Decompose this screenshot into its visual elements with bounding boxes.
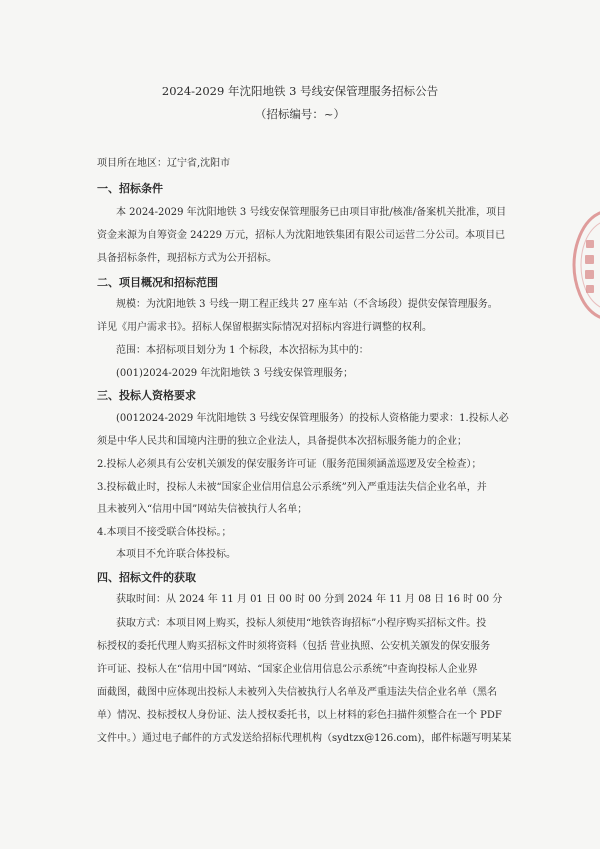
paragraph-line: 资金来源为自筹资金 24229 万元，招标人为沈阳地铁集团有限公司运营二分公司。本项目已 (97, 230, 506, 241)
paragraph-line: 3.投标截止时，投标人未被“国家企业信用信息公示系统”列入严重违法失信企业名单，并 (97, 482, 487, 493)
paragraph-line: 文件中。）通过电子邮件的方式发送给招标代理机构（sydtzx@126.com)，邮件标题写明某某 (97, 733, 512, 744)
project-location: 项目所在地区：辽宁省,沈阳市 (97, 158, 231, 169)
document-title: 2024-2029 年沈阳地铁 3 号线安保管理服务招标公告 (161, 84, 439, 98)
paragraph-line: 获取时间：从 2024 年 11 月 01 日 00 时 00 分到 2024 年 11 月 08 日 16 时 00 分 (116, 594, 503, 605)
paragraph-line: 范围：本招标项目划分为 1 个标段，本次招标为其中的： (116, 345, 369, 356)
paragraph-line: 详见《用户需求书》。招标人保留根据实际情况对招标内容进行调整的权利。 (97, 322, 432, 333)
paragraph-line: 且未被列入“信用中国”网站失信被执行人名单； (97, 504, 308, 515)
paragraph-line: 面截图，截图中应体现出投标人未被列入失信被执行人名单及严重违法失信企业名单（黑名 (97, 687, 497, 698)
red-seal-stamp (572, 210, 600, 320)
paragraph-line: 标授权的委托代理人购买招标文件时须将资料（包括 营业执照、公安机关颁发的保安服务 (97, 641, 491, 652)
bid-number: （招标编号：~） (254, 107, 346, 121)
section-heading: 二、项目概况和招标范围 (97, 276, 218, 289)
section-heading: 三、投标人资格要求 (97, 389, 196, 402)
paragraph-line: 单）情况、投标授权人身份证、法人授权委托书，以上材料的彩色扫描件须整合在一个 PDF (97, 710, 502, 721)
paragraph-line: 规模：为沈阳地铁 3 号线一期工程正线共 27 座车站（不含场段）提供安保管理服务。 (116, 299, 498, 310)
paragraph-line: 许可证、投标人在“信用中国”网站、“国家企业信用信息公示系统”中查询投标人企业界 (97, 664, 478, 675)
paragraph-line: 获取方式：本项目网上购买，投标人须使用“地铁咨询招标”小程序购买招标文件。投 (116, 618, 487, 629)
paragraph-line: 具备招标条件，现招标方式为公开招标。 (97, 253, 277, 264)
section-heading: 一、招标条件 (97, 182, 163, 195)
section-heading: 四、招标文件的获取 (97, 571, 196, 584)
paragraph-line: (0012024-2029 年沈阳地铁 3 号线安保管理服务）的投标人资格能力要求：1.投标人必 (116, 413, 509, 424)
paragraph-line: 须是中华人民共和国境内注册的独立企业法人，具备提供本次招标服务能力的企业； (97, 436, 467, 447)
paragraph-line: 2.投标人必须具有公安机关颁发的保安服务许可证（服务范围须涵盖巡逻及安全检查）； (97, 459, 482, 470)
paragraph-line: 本项目不允许联合体投标。 (116, 549, 236, 560)
paragraph-line: 本 2024-2029 年沈阳地铁 3 号线安保管理服务已由项目审批/核准/备案机关批准，项目 (116, 207, 507, 218)
paragraph-line: (001)2024-2029 年沈阳地铁 3 号线安保管理服务； (116, 368, 354, 379)
paragraph-line: 4.本项目不接受联合体投标。； (97, 527, 232, 538)
